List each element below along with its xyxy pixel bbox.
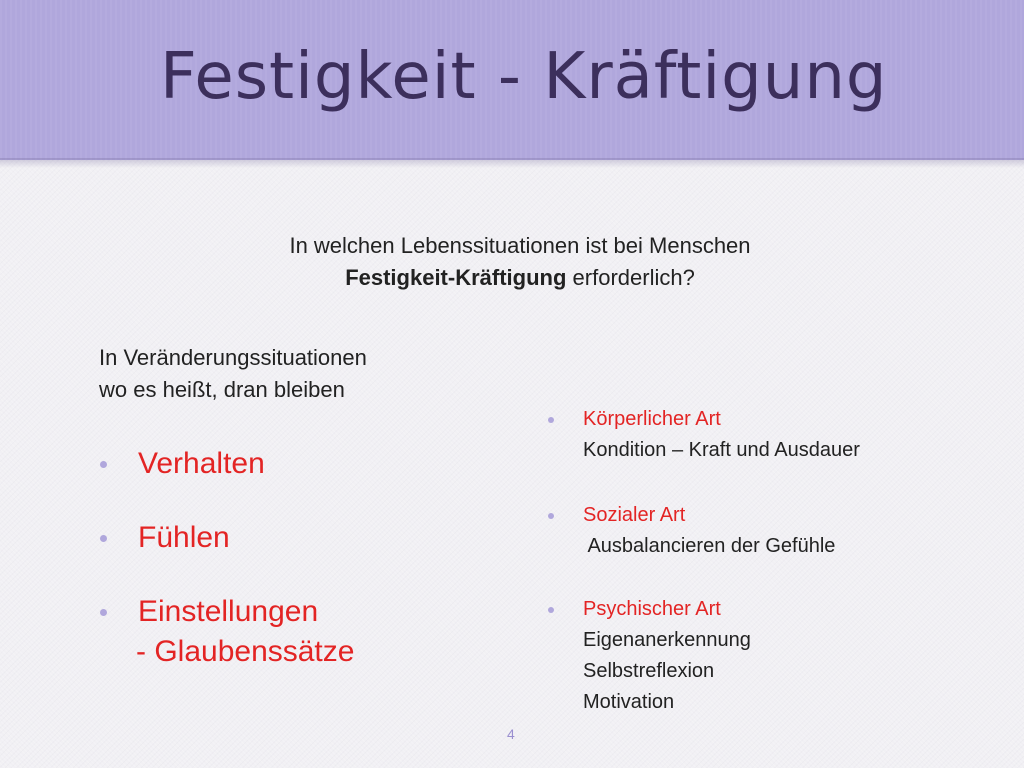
question-line-2-rest: erforderlich? bbox=[566, 265, 695, 290]
bullet-dot-icon bbox=[548, 417, 554, 423]
main-bullet-sublabel: - Glaubenssätze bbox=[136, 635, 355, 668]
side-bullet-detail: Motivation bbox=[583, 691, 675, 713]
main-bullet-label: Verhalten bbox=[138, 447, 265, 480]
side-bullet-detail: Ausbalancieren der Gefühle bbox=[583, 535, 836, 557]
question-line-1: In welchen Lebenssituationen ist bei Menschen bbox=[289, 233, 751, 258]
side-bullet-label: Psychischer Art bbox=[583, 598, 721, 620]
side-bullet-detail: Kondition – Kraft und Ausdauer bbox=[583, 439, 860, 461]
intro-line-1: In Veränderungssituationen bbox=[99, 345, 367, 370]
bullet-dot-icon bbox=[100, 535, 107, 542]
question-emphasis: Festigkeit-Kräftigung bbox=[345, 265, 567, 290]
slide-title: Festigkeit - Kräftigung bbox=[160, 40, 888, 114]
intro-text bbox=[99, 342, 367, 406]
bullet-dot-icon bbox=[548, 513, 554, 519]
bullet-dot-icon bbox=[100, 461, 107, 468]
main-bullet-label: Einstellungen bbox=[138, 595, 319, 628]
main-bullet-label: Fühlen bbox=[138, 521, 230, 554]
title-band-shadow bbox=[0, 158, 1024, 168]
side-bullet-detail: Selbstreflexion bbox=[583, 660, 715, 682]
bullet-dot-icon bbox=[100, 609, 107, 616]
page-number: 4 bbox=[507, 726, 515, 742]
question-text bbox=[0, 230, 1024, 294]
side-bullet-label: Körperlicher Art bbox=[583, 408, 721, 430]
side-bullet-detail: Eigenanerkennung bbox=[583, 629, 751, 651]
intro-line-2: wo es heißt, dran bleiben bbox=[99, 377, 345, 402]
question-line-2 bbox=[0, 262, 1024, 294]
side-bullet-label: Sozialer Art bbox=[583, 504, 686, 526]
bullet-dot-icon bbox=[548, 607, 554, 613]
